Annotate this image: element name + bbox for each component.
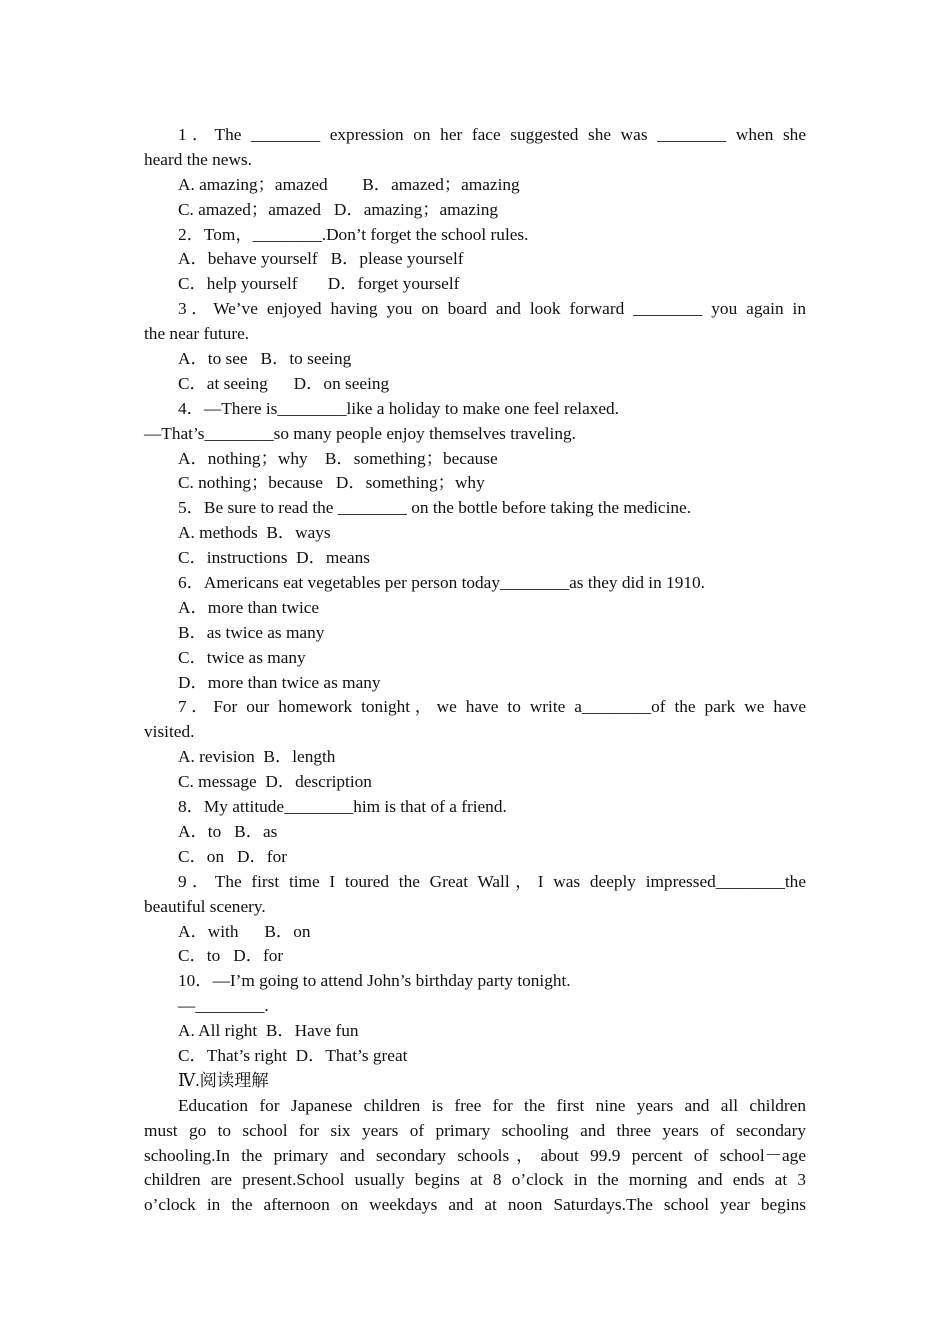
question-text: 9．The first time I toured the Great Wall，I was deeply impressed________the bbox=[178, 871, 806, 891]
answer-options: A．to see B．to seeing bbox=[178, 349, 352, 369]
question-7 bbox=[144, 695, 806, 795]
passage-line: Education for Japanese children is free for the first nine years and all children bbox=[178, 1095, 806, 1115]
question-text: beautiful scenery. bbox=[144, 896, 266, 916]
question-text: —________. bbox=[178, 996, 269, 1016]
answer-options: A. methods B．ways bbox=[178, 523, 331, 543]
answer-options: A. amazing；amazed B．amazed；amazing bbox=[178, 174, 520, 194]
passage-line: children are present.School usually begins at 8 o’clock in the morning and ends at 3 bbox=[144, 1170, 806, 1190]
question-9 bbox=[144, 870, 806, 970]
question-6 bbox=[144, 571, 806, 695]
question-text: heard the news. bbox=[144, 149, 252, 169]
answer-options: A．more than twice bbox=[178, 597, 320, 617]
answer-options: C．instructions D．means bbox=[178, 548, 371, 568]
answer-options: D．more than twice as many bbox=[178, 672, 381, 692]
answer-options: C．on D．for bbox=[178, 846, 287, 866]
answer-options: A. revision B．length bbox=[178, 747, 336, 767]
answer-options: C. message D．description bbox=[178, 772, 372, 792]
question-text: the near future. bbox=[144, 324, 250, 344]
passage-line: o’clock in the afternoon on weekdays and at noon Saturdays.The school year begins bbox=[144, 1195, 806, 1215]
answer-options: C．twice as many bbox=[178, 647, 306, 667]
question-3 bbox=[144, 297, 806, 397]
answer-options: B．as twice as many bbox=[178, 622, 325, 642]
question-text: 8．My attitude________him is that of a friend. bbox=[178, 797, 507, 817]
question-2 bbox=[144, 223, 806, 298]
question-text: 2．Tom，________.Don’t forget the school rules. bbox=[178, 224, 529, 244]
question-text: 6．Americans eat vegetables per person today________as they did in 1910. bbox=[178, 573, 705, 593]
document-page bbox=[144, 123, 806, 1218]
question-1 bbox=[144, 123, 806, 223]
answer-options: C．help yourself D．forget yourself bbox=[178, 274, 460, 294]
section-heading: Ⅳ.阅读理解 bbox=[178, 1070, 269, 1090]
question-text: 10．—I’m going to attend John’s birthday party tonight. bbox=[178, 971, 571, 991]
question-4 bbox=[144, 397, 806, 497]
answer-options: A．nothing；why B．something；because bbox=[178, 448, 498, 468]
answer-options: C．to D．for bbox=[178, 946, 284, 966]
answer-options: C. nothing；because D．something；why bbox=[178, 473, 485, 493]
answer-options: A．behave yourself B．please yourself bbox=[178, 249, 464, 269]
question-text: 5．Be sure to read the ________ on the bottle before taking the medicine. bbox=[178, 498, 692, 518]
question-text: 1．The ________ expression on her face suggested she was ________ when she bbox=[178, 125, 806, 144]
answer-options: A．to B．as bbox=[178, 821, 278, 841]
answer-options: C. amazed；amazed D．amazing；amazing bbox=[178, 199, 499, 219]
question-text: visited. bbox=[144, 722, 195, 742]
reading-passage bbox=[144, 1094, 806, 1218]
question-8 bbox=[144, 795, 806, 870]
passage-line: must go to school for six years of primary schooling and three years of secondary bbox=[144, 1120, 806, 1140]
answer-options: A. All right B．Have fun bbox=[178, 1021, 359, 1041]
question-text: 4．—There is________like a holiday to make one feel relaxed. bbox=[178, 398, 620, 418]
question-10 bbox=[144, 969, 806, 1069]
question-text: 3．We’ve enjoyed having you on board and look forward ________ you again in bbox=[178, 299, 806, 319]
answer-options: C．at seeing D．on seeing bbox=[178, 373, 390, 393]
question-text: —That’s________so many people enjoy themselves traveling. bbox=[144, 423, 576, 443]
answer-options: A．with B．on bbox=[178, 921, 311, 941]
passage-line: schooling.In the primary and secondary schools，about 99.9 percent of school－age bbox=[144, 1145, 806, 1165]
question-text: 7．For our homework tonight，we have to write a________of the park we have bbox=[178, 697, 806, 717]
answer-options: C．That’s right D．That’s great bbox=[178, 1045, 408, 1065]
question-5 bbox=[144, 496, 806, 571]
